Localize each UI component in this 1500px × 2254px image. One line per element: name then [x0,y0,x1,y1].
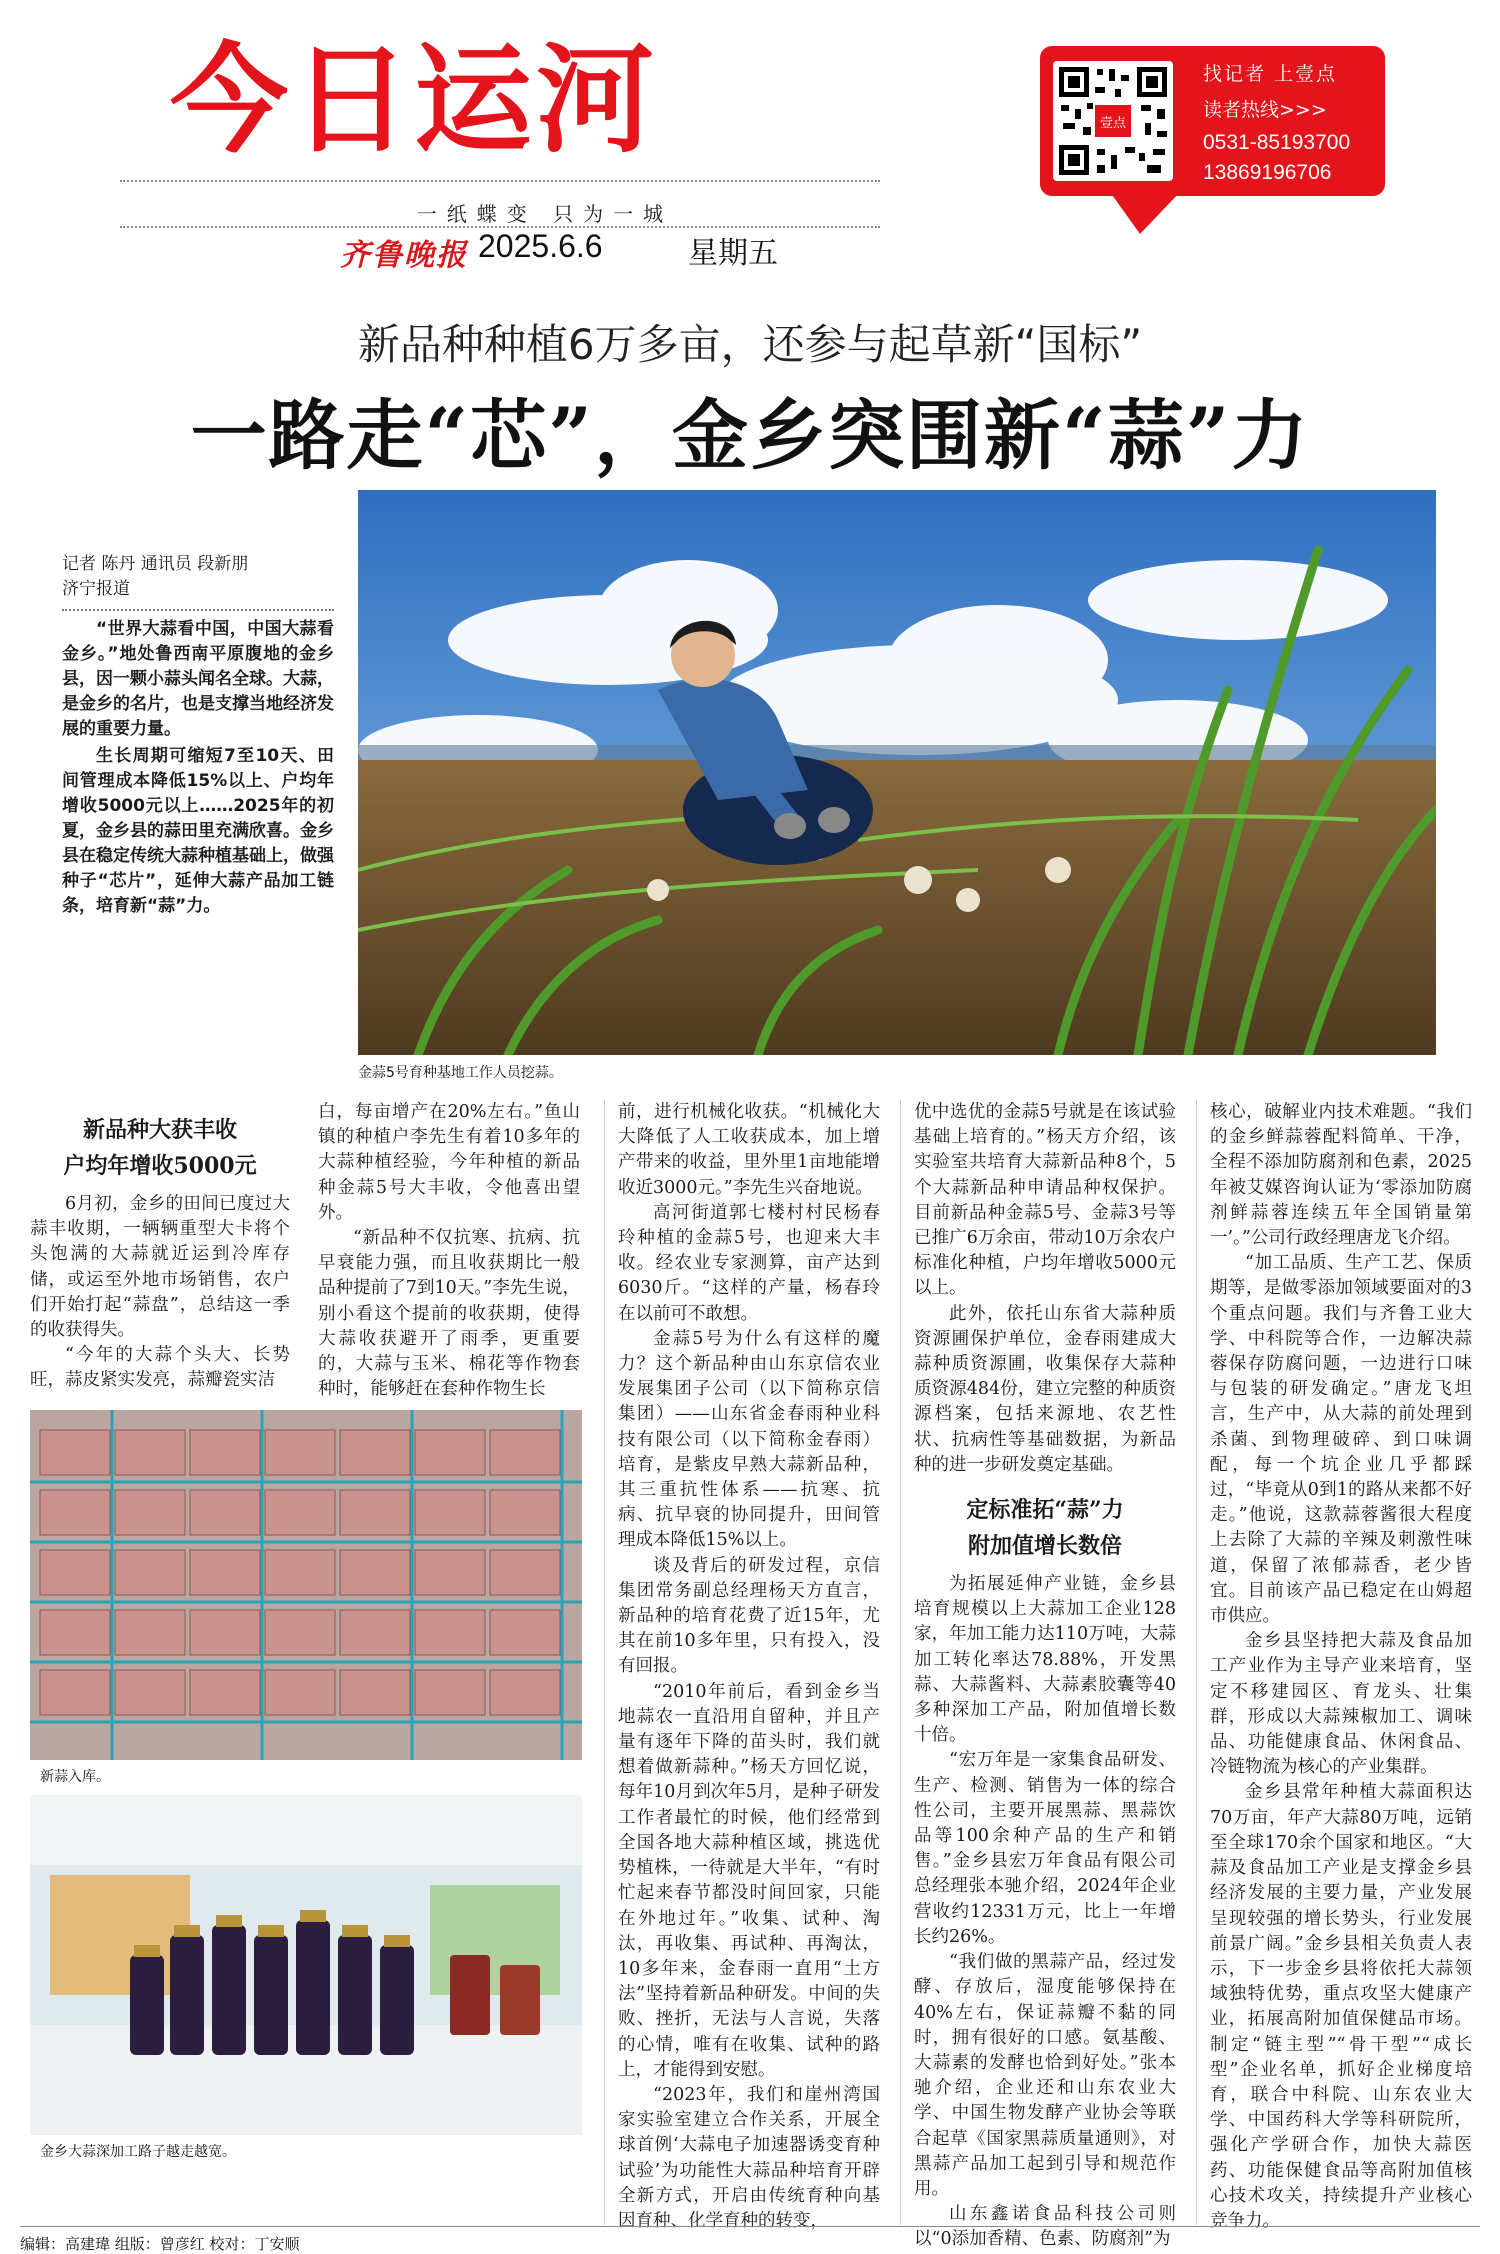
paragraph: 优中选优的金蒜5号就是在该试验基础上培育的。”杨天方介绍，该实验室共培育大蒜新品种8个，5个大蒜新品种申请品种权保护。目前新品种金蒜5号、金蒜3号等已推广6万余亩，带动10万余农户标准化种植，户均年增收5000元以上。 [914,1102,1176,1299]
column-4 [914,1100,1176,2253]
issue-weekday: 星期五 [688,236,778,271]
paragraph: 前，进行机械化收获。“机械化大大降低了人工收获成本，加上增产带来的收益，里外里1亩地能增收近3000元。”李先生兴奋地说。 [618,1102,880,1198]
hotline-phone-2[interactable]: 13869196706 [1203,161,1332,184]
paragraph: “2010年前后，看到金乡当地蒜农一直沿用自留种，并且产量有逐年下降的苗头时，我们就想着做新蒜种。”杨天方回忆说，每年10月到次年5月，是种子研发工作者最忙的时候，他们经常到全国各地大蒜种植区域，挑选优势植株，一待就是大半年，“有时忙起来春节都没时间回家，只能在外地过年。”收集、试种、淘汰，再收集、再试种、再淘汰，10多年来，金春雨一直用“土方法”坚持着新品种研发。中间的失败、挫折，无法与人言说，失落的心情，唯有在收集、试种的路上，才能得到安慰。 [618,1681,880,2080]
article-lead [62,617,334,921]
lead-paragraph-2: 生长周期可缩短7至10天、田间管理成本降低15%以上、户均年增收5000元以上……2025年的初夏，金乡县的蒜田里充满欣喜。金乡县在稳定传统大蒜种植基础上，做强种子“芯片”，延伸大蒜产品加工链条，培育新“蒜”力。 [62,746,334,916]
issue-date: 2025.6.6 [478,228,603,264]
paragraph: “2023年，我们和崖州湾国家实验室建立合作关系，开展全球首例‘大蒜电子加速器诱变育种试验’为功能性大蒜品种培育开辟全新方式，开启由传统育种向基因育种、化学育种的转变， [618,2084,880,2231]
storage-photo-caption: 新蒜入库。 [40,1769,110,1785]
hotline-phone-1[interactable]: 0531-85193700 [1203,131,1351,154]
paragraph: 核心，破解业内技术难题。“我们的金乡鲜蒜蓉配料简单、干净，全程不添加防腐剂和色素，2025年被艾媒咨询认证为‘零添加防腐剂鲜蒜蓉连续五年全国销量第一’。”公司行政经理唐龙飞介绍。 [1210,1102,1472,1249]
column-1 [30,1108,290,1394]
lead-paragraph-1: “世界大蒜看中国，中国大蒜看金乡。”地处鲁西南平原腹地的金乡县，因一颗小蒜头闻名全球。大蒜，是金乡的名片，也是支撑当地经济发展的重要力量。 [62,619,334,739]
paragraph: “今年的大蒜个头大、长势旺，蒜皮紧实发亮，蒜瓣瓷实洁 [30,1345,290,1391]
column-3 [618,1100,880,2234]
processing-photo [30,1795,582,2135]
column-5 [1210,1100,1472,2234]
editor-credits: 编辑：高建瑋 组版：曾彦红 校对：丁安顺 [20,2235,300,2253]
footer-rule [20,2226,1480,2227]
paragraph: 6月初，金乡的田间已度过大蒜丰收期，一辆辆重型大卡将个头饱满的大蒜就近运到冷库存储，或运至外地市场销售，农户们开始打起“蒜盘”，总结这一季的收获得失。 [30,1194,290,1341]
main-photo [358,490,1436,1055]
masthead-title: 今日运河 [170,31,659,169]
masthead-slogan: 一纸蝶变 只为一城 [416,202,674,226]
hotline-slogan: 找记者 上壹点 [1203,63,1338,85]
section-heading-2-line-2: 附加值增长数倍 [967,1533,1122,1560]
section-heading-1-line-2: 户均年增收5000元 [63,1153,257,1179]
column-rule [1196,1100,1197,2225]
storage-photo [30,1410,582,1760]
paragraph: 白，每亩增产在20%左右。”鱼山镇的种植户李先生有着10多年的大蒜种植经验，今年种植的新品种金蒜5号大丰收，令他喜出望外。 [318,1102,580,1223]
paragraph: 金蒜5号为什么有这样的魔力？这个新品种由山东京信农业发展集团子公司（以下简称京信集团）——山东省金春雨种业科技有限公司（以下简称金春雨）培育，是紫皮早熟大蒜新品种，其三重抗性体系——抗寒、抗病、抗早衰的协同提升，田间管理成本降低15%以上。 [618,1328,880,1551]
paragraph: “新品种不仅抗寒、抗病、抗早衰能力强，而且收获期比一般品种提前了7到10天。”李先生说，别小看这个提前的收获期，使得大蒜收获避开了雨季，更重要的，大蒜与玉米、棉花等作物套种时，能够赶在套种作物生长 [318,1228,580,1400]
section-heading-1-line-1: 新品种大获丰收 [82,1117,237,1143]
byline-location: 济宁报道 [62,579,130,599]
paragraph: “宏万年是一家集食品研发、生产、检测、销售为一体的综合性公司，主要开展黑蒜、黑蒜饮品等100余种产品的生产和销售。”金乡县宏万年食品有限公司总经理张本驰介绍，2024年企业营收约12331万元，比上一年增长约26%。 [914,1750,1176,1947]
speech-bubble-tail [1110,192,1180,234]
section-heading-1 [30,1112,290,1184]
masthead [150,30,920,226]
masthead-divider [120,180,880,182]
main-photo-caption: 金蒜5号育种基地工作人员挖蒜。 [358,1065,563,1081]
paragraph: 山东鑫诺食品科技公司则以“0添加香精、色素、防腐剂”为 [914,2204,1176,2250]
article-subtitle: 新品种种植6万多亩，还参与起草新“国标” [357,320,1143,369]
article-headline: 一路走“芯”，金乡突围新“蒜”力 [190,391,1310,480]
byline-authors: 记者 陈丹 通讯员 段新朋 [62,554,249,574]
processing-photo-caption: 金乡大蒜深加工路子越走越宽。 [40,2144,236,2160]
qr-code-icon[interactable] [1053,61,1173,181]
column-rule [604,1100,605,2225]
paragraph: 金乡县坚持把大蒜及食品加工产业作为主导产业来培育，坚定不移建园区、育龙头、壮集群，形成以大蒜辣椒加工、调味品、功能健康食品、休闲食品、冷链物流为核心的产业集群。 [1210,1631,1472,1778]
paragraph: 此外，依托山东省大蒜种质资源圃保护单位，金春雨建成大蒜种质资源圃，收集保存大蒜种质资源484份，建立完整的种质资源档案，包括来源地、农艺性状、抗病性等基础数据，为新品种的进一步研发奠定基础。 [914,1303,1176,1475]
qr-badge-text: 壹点 [1099,116,1127,131]
paragraph: 金乡县常年种植大蒜面积达70万亩，年产大蒜80万吨，远销至全球170余个国家和地区。“大蒜及食品加工产业是支撑金乡县经济发展的主要力量，产业发展呈现较强的增长势头，行业发展前景广阔。”金乡县相关负责人表示，下一步金乡县将依托大蒜领域独特优势，重点攻坚大健康产业，拓展高附加值保健品市场。制定“链主型”“骨干型”“成长型”企业名单，抓好企业梯度培育，联合中科院、山东农业大学、中国药科大学等科研院所，强化产学研合作，加快大蒜医药、功能保健食品等高附加值核心技术攻关，持续提升产业核心竞争力。 [1210,1782,1472,2231]
paragraph: 谈及背后的研发过程，京信集团常务副总经理杨天方直言，新品种的培育花费了近15年，尤其在前10多年里，只有投入，没有回报。 [618,1555,880,1677]
paragraph: “我们做的黑蒜产品，经过发酵、存放后，湿度能够保持在40%左右，保证蒜瓣不黏的同时，拥有很好的口感。氨基酸、大蒜素的发酵也恰到好处。”张本驰介绍，企业还和山东农业大学、中国生物发酵产业协会等联合起草《国家黑蒜质量通则》，对黑蒜产品加工起到引导和规范作用。 [914,1952,1176,2199]
hotline-label: 读者热线>>> [1203,99,1327,121]
byline [62,552,332,602]
column-rule [900,1100,901,2225]
column-2 [318,1100,580,1402]
section-heading-2-line-1: 定标准拓“蒜”力 [966,1497,1124,1524]
paragraph: “加工品质、生产工艺、保质期等，是做零添加领域要面对的3个重点问题。我们与齐鲁工业大学、中科院等合作，一边解决蒜蓉保存防腐问题，一边进行口味与包装的研发确定。”唐龙飞坦言，生产中，从大蒜的前处理到杀菌、到物理破碎、到口味调配，每一个坑企业几乎都踩过，“毕竟从0到1的路从来都不好走。”他说，这款蒜蓉酱很大程度上去除了大蒜的辛辣及刺激性味道，保留了浓郁蒜香，老少皆宜。目前该产品已稳定在山姆超市供应。 [1210,1253,1472,1627]
paragraph: 为拓展延伸产业链，金乡县培育规模以上大蒜加工企业128家，年加工能力达110万吨，大蒜加工转化率达78.88%，开发黑蒜、大蒜酱料、大蒜素胶囊等40多种深加工产品，附加值增长数十倍。 [914,1574,1176,1746]
newspaper-brand: 齐鲁晚报 [340,238,468,273]
paragraph: 高河街道郭七楼村村民杨春玲种植的金蒜5号，也迎来大丰收。经农业专家测算，亩产达到6030斤。“这样的产量，杨春玲在以前可不敢想。 [618,1202,880,1324]
lead-divider [62,609,334,611]
section-heading-2 [914,1492,1176,1564]
reader-hotline-box [1040,46,1385,196]
